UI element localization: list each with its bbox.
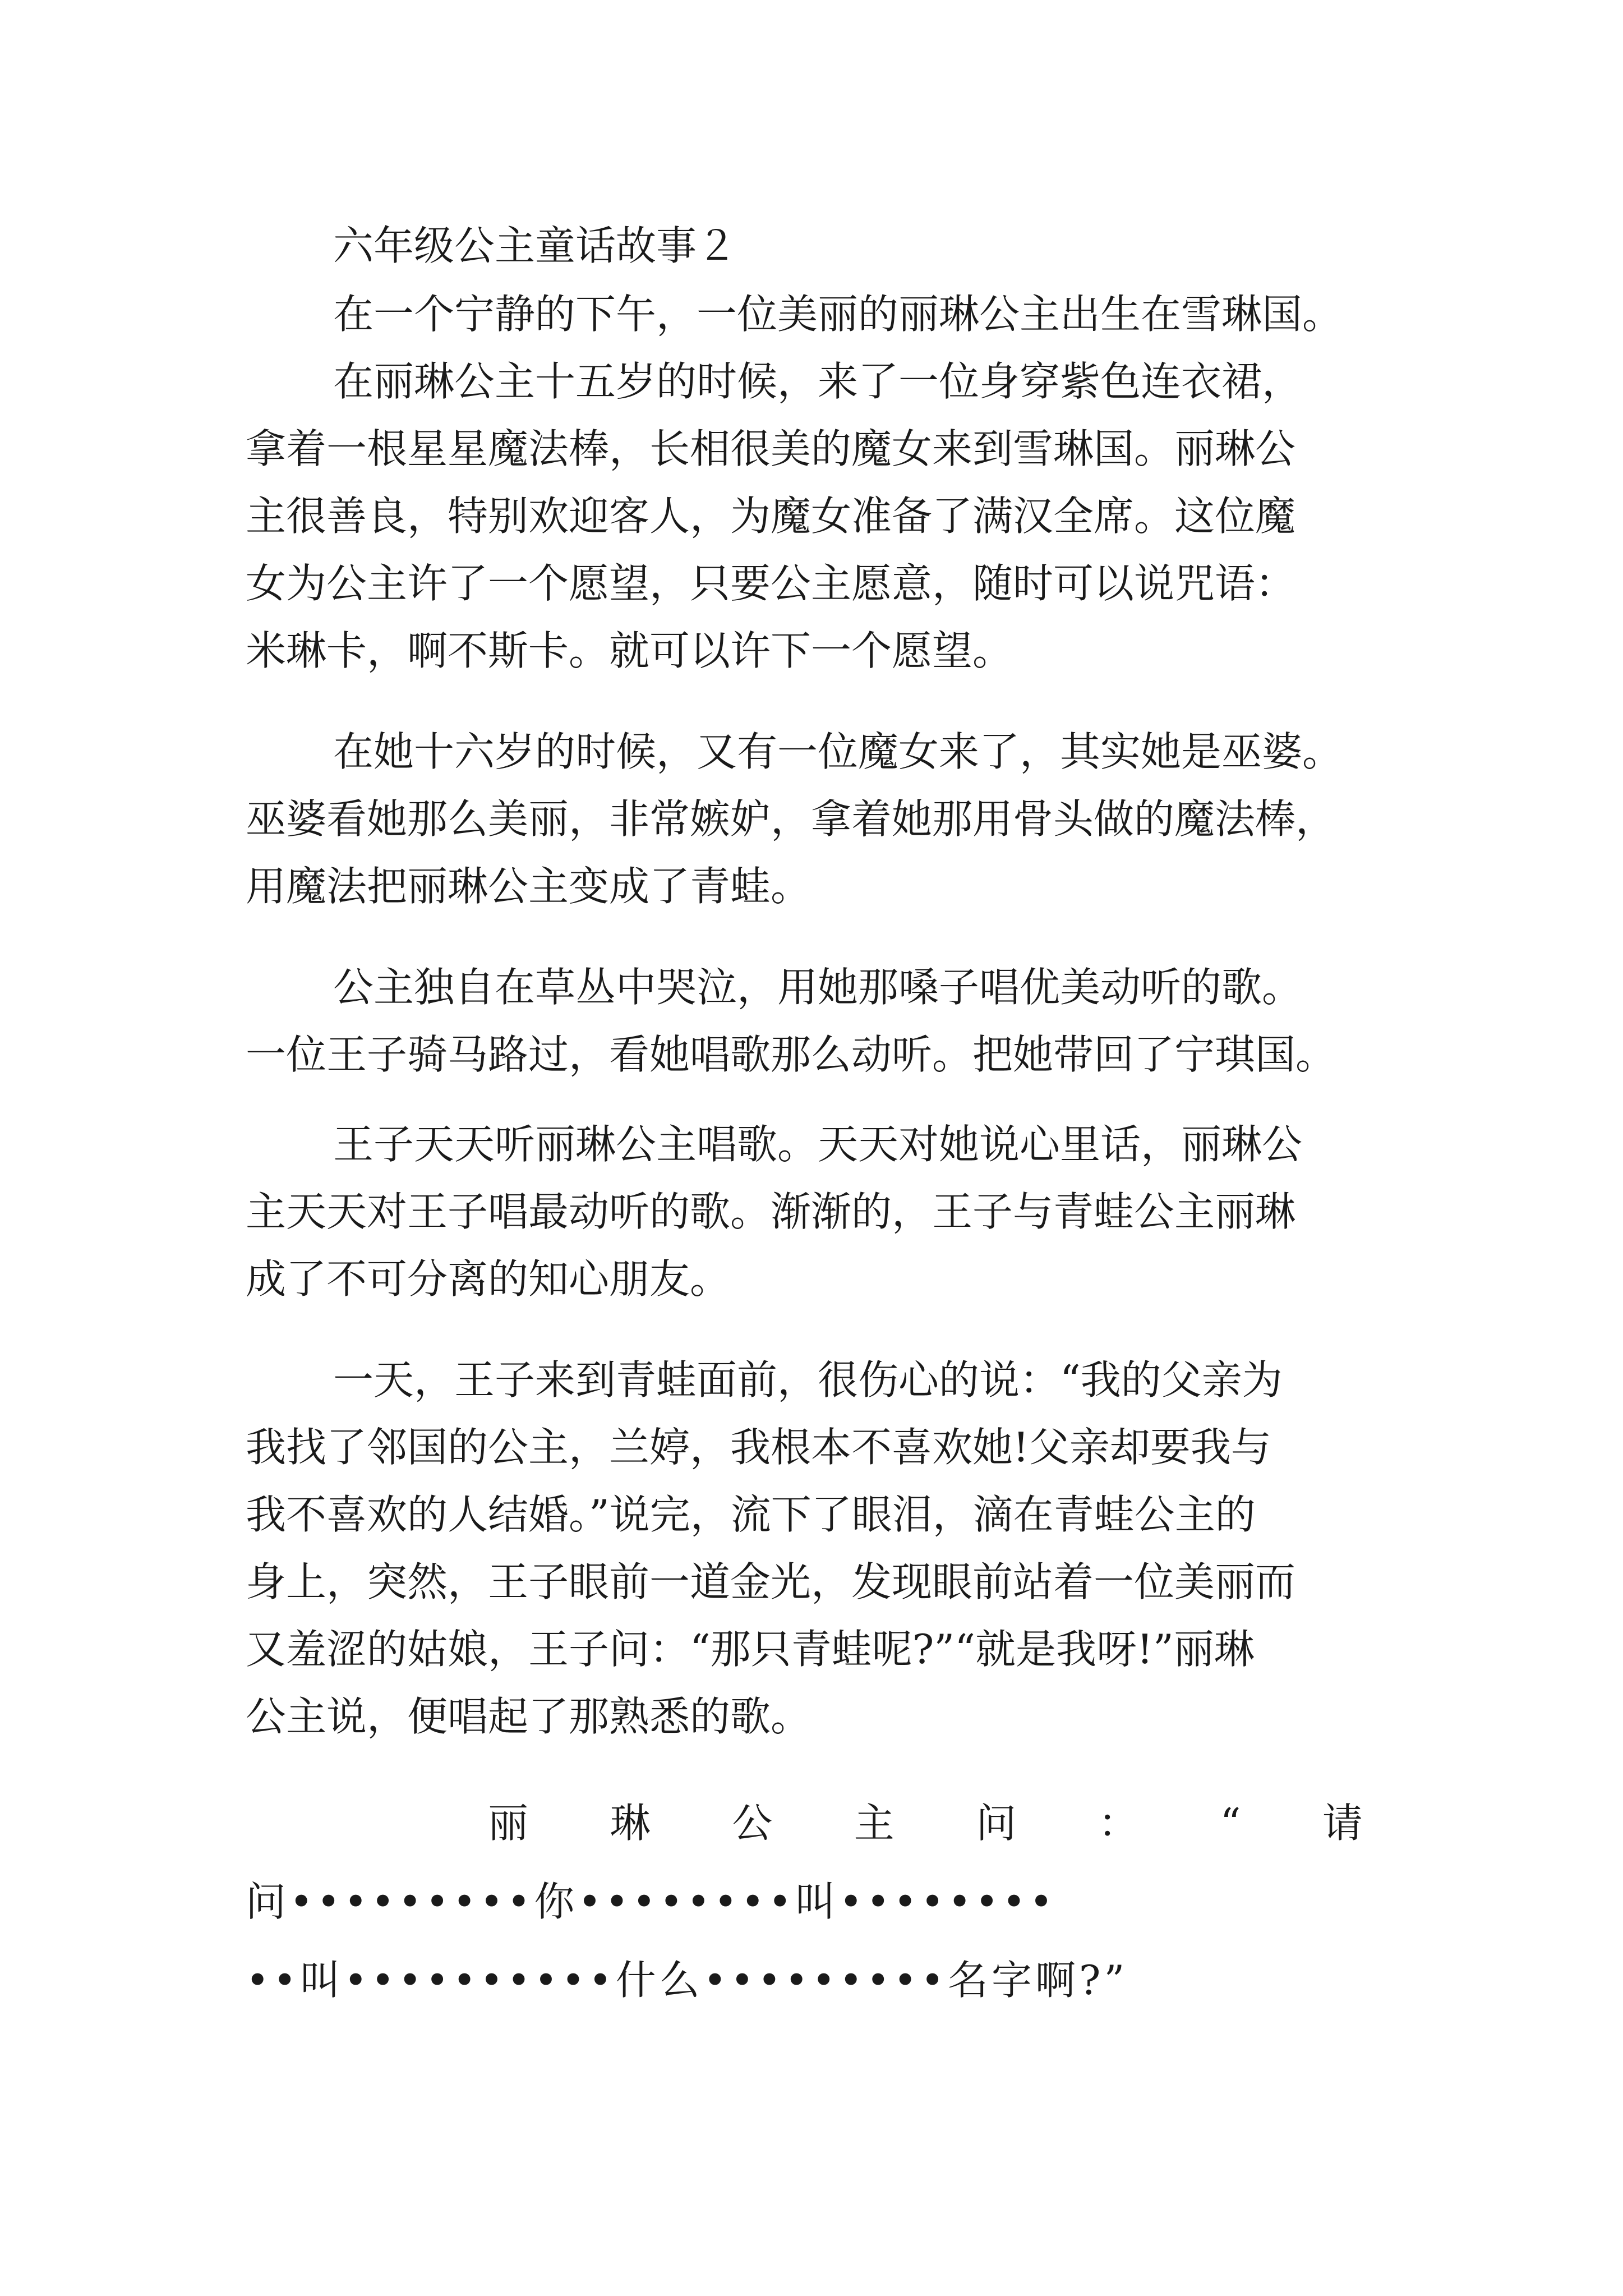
paragraph-line: 拿着一根星星魔法棒，长相很美的魔女来到雪琳国。丽琳公 xyxy=(246,425,1296,472)
dialogue-char: ： xyxy=(1098,1800,1138,1847)
paragraph-line: 巫婆看她那么美丽，非常嫉妒，拿着她那用骨头做的魔法棒， xyxy=(246,795,1336,843)
paragraph-line: 主很善良，特别欢迎客人，为魔女准备了满汉全席。这位魔 xyxy=(246,493,1296,540)
paragraph-line: 一天，王子来到青蛙面前，很伤心的说：“我的父亲为 xyxy=(333,1356,1283,1404)
dialogue-line: ••叫••••••••••什么•••••••••名字啊?” xyxy=(246,1957,1128,2004)
paragraph-line: 米琳卡，啊不斯卡。就可以许下一个愿望。 xyxy=(246,627,1013,674)
dialogue-char: 琳 xyxy=(610,1800,651,1847)
dialogue-char: “ xyxy=(1220,1800,1241,1847)
dialogue-char: 问 xyxy=(976,1800,1017,1847)
paragraph-line: 一位王子骑马路过，看她唱歌那么动听。把她带回了宁琪国。 xyxy=(246,1031,1336,1078)
paragraph-line: 公主说，便唱起了那熟悉的歌。 xyxy=(246,1693,811,1740)
dialogue-line: 问•••••••••你••••••••叫•••••••• xyxy=(246,1878,1057,1925)
paragraph-line: 用魔法把丽琳公主变成了青蛙。 xyxy=(246,863,811,910)
dialogue-line-spaced xyxy=(488,1792,1363,1854)
paragraph-line: 女为公主许了一个愿望，只要公主愿意，随时可以说咒语： xyxy=(246,560,1296,607)
paragraph-line: 成了不可分离的知心朋友。 xyxy=(246,1255,731,1303)
paragraph-line: 我不喜欢的人结婚。”说完，流下了眼泪，滴在青蛙公主的 xyxy=(246,1491,1256,1538)
paragraph-line: 在一个宁静的下午，一位美丽的丽琳公主出生在雪琳国。 xyxy=(333,291,1343,338)
paragraph-line: 我找了邻国的公主，兰婷，我根本不喜欢她!父亲却要我与 xyxy=(246,1424,1271,1471)
document-title: 六年级公主童话故事２ xyxy=(333,222,737,269)
paragraph-line: 王子天天听丽琳公主唱歌。天天对她说心里话，丽琳公 xyxy=(333,1121,1303,1168)
dialogue-char: 公 xyxy=(732,1800,773,1847)
paragraph-line: 公主独自在草丛中哭泣，用她那嗓子唱优美动听的歌。 xyxy=(333,964,1303,1011)
paragraph-line: 在她十六岁的时候，又有一位魔女来了，其实她是巫婆。 xyxy=(333,728,1343,775)
dialogue-char: 请 xyxy=(1322,1800,1363,1847)
dialogue-char: 丽 xyxy=(488,1800,529,1847)
paragraph-line: 又羞涩的姑娘，王子问：“那只青蛙呢?”“就是我呀!”丽琳 xyxy=(246,1626,1255,1673)
paragraph-line: 主天天对王子唱最动听的歌。渐渐的，王子与青蛙公主丽琳 xyxy=(246,1188,1296,1235)
dialogue-char: 主 xyxy=(854,1800,895,1847)
paragraph-line: 在丽琳公主十五岁的时候，来了一位身穿紫色连衣裙， xyxy=(333,358,1303,405)
paragraph-line: 身上，突然，王子眼前一道金光，发现眼前站着一位美丽而 xyxy=(246,1558,1296,1605)
